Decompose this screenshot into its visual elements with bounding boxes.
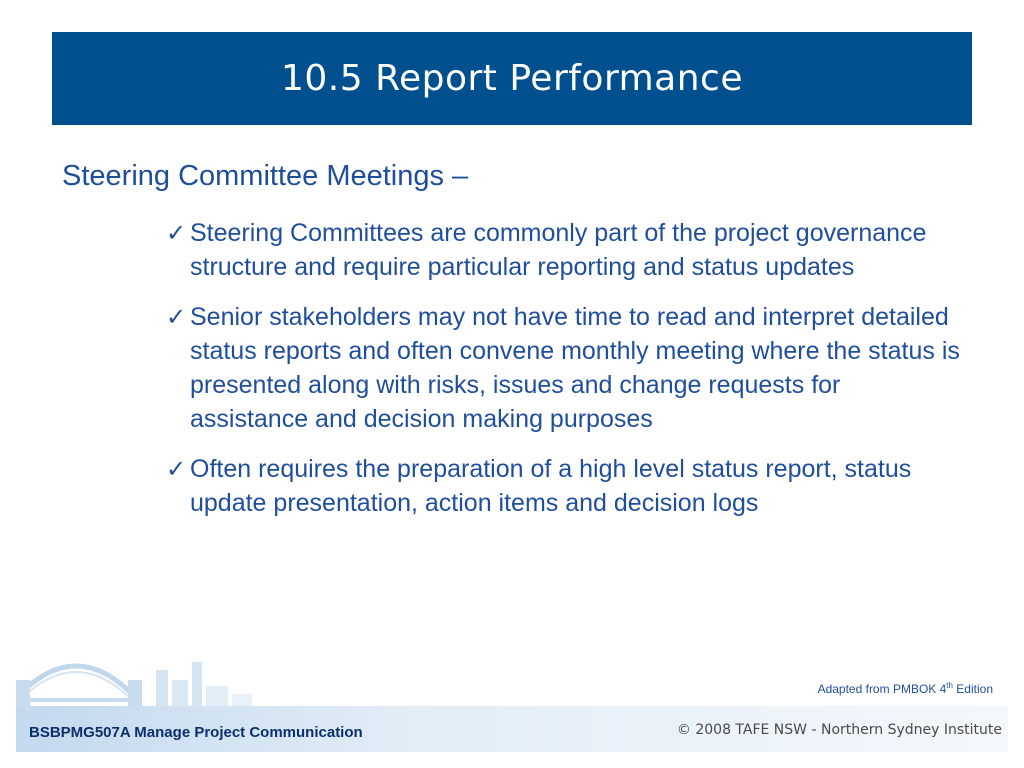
harbour-bridge-skyline-icon [16, 640, 256, 712]
title-bar [52, 32, 972, 125]
bullet-list [162, 216, 962, 536]
bullet-item [162, 216, 962, 284]
copyright-notice: © 2008 TAFE NSW - Northern Sydney Institute [676, 722, 1002, 738]
bullet-item [162, 300, 962, 436]
attribution-note: Adapted from PMBOK 4th Edition [817, 681, 993, 696]
section-heading: Steering Committee Meetings – [62, 160, 469, 192]
bullet-text: Steering Committees are commonly part of the project governance structure and require particular reporting and status updates [190, 219, 927, 281]
course-code: BSBPMG507A Manage Project Communication [29, 724, 363, 741]
checkmark-icon: ✓ [166, 455, 187, 483]
bullet-text: Often requires the preparation of a high level status report, status update presentation, action items and decision logs [190, 455, 912, 517]
slide-title: 10.5 Report Performance [280, 58, 743, 99]
bullet-item [162, 452, 962, 520]
bullet-text: Senior stakeholders may not have time to read and interpret detailed status reports and often convene monthly meeting where the status is presented along with risks, issues and change requests for assistance and decision making purposes [190, 303, 960, 433]
checkmark-icon: ✓ [166, 219, 187, 247]
checkmark-icon: ✓ [166, 303, 187, 331]
